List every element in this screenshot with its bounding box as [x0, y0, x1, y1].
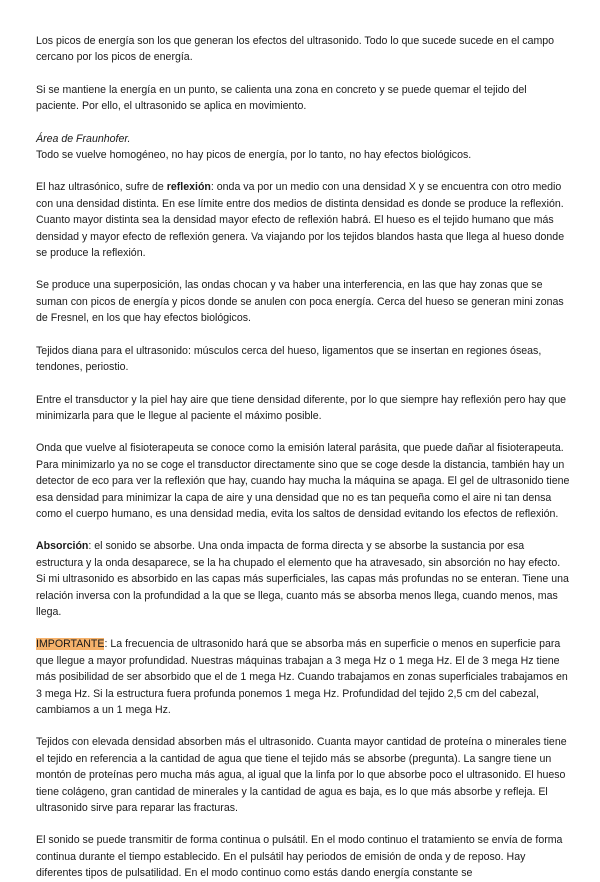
paragraph-transductor: Entre el transductor y la piel hay aire que tiene densidad diferente, por lo que siempre hay reflexión pero hay que minimizarla para que le llegue al paciente el máximo posible. — [36, 393, 567, 422]
paragraph-emision-lateral: Onda que vuelve al fisioterapeuta se conoce como la emisión lateral parásita, que puede dañar al fisioterapeuta. Para minimizarlo ya no se coge el transductor directamente sino que se coge desde la distancia, también hay un detector de eco para ver la reflexión que hay, cuando hay mucha la máquina se apaga. El gel de ultrasonido tiene esa densidad para minimizar la capa de aire y una densidad que no es tan pequeña como el aire ni tan densa como el cuerpo humano, es una densidad media, evita los saltos de densidad evitando los efectos de reflexión. — [36, 442, 570, 520]
paragraph-transmision: El sonido se puede transmitir de forma continua o pulsátil. En el modo continuo el tratamiento se envía de forma continua durante el tiempo establecido. En el pulsátil hay periodos de emisión de onda y de reposo. Hay diferentes tipos de pulsatilidad. En el modo continuo como estás dando energía constante se — [36, 834, 563, 880]
paragraph-superposicion: Se produce una superposición, las ondas chocan y va haber una interferencia, en las que hay zonas que se suman con picos de energía y picos donde se anulen con poca energía. Cerca del hueso se generan mini zonas de Fresnel, en los que hay efectos biológicos. — [36, 279, 564, 325]
reflexion-text: : onda va por un medio con una densidad X y se encuentra con otro medio con una densidad distinta. En ese límite entre dos medios de distinta densidad es donde se produce la reflexión. Cuanto mayor distinta sea la densidad mayor efecto de reflexión habrá. El hueso es el tejido humano que más densidad y mayor efecto de reflexión genera. Va viajando por los tejidos blandos hasta que llega al hueso donde se produce la reflexión. — [36, 181, 565, 260]
importante-highlight: IMPORTANTE — [36, 638, 105, 651]
paragraph-picos: Los picos de energía son los que generan los efectos del ultrasonido. Todo lo que sucede sucede en el campo cercano por los picos de energía. — [36, 35, 555, 64]
fraunhofer-heading: Área de Fraunhofer. — [36, 132, 131, 145]
paragraph-fraunhofer — [36, 131, 572, 164]
reflexion-term: reflexión — [166, 181, 211, 194]
paragraph-calentamiento: Si se mantiene la energía en un punto, se calienta una zona en concreto y se puede quemar el tejido del paciente. Por ello, el ultrasonido se aplica en movimiento. — [36, 83, 527, 113]
paragraph-importante — [36, 636, 572, 718]
paragraph-reflexion — [36, 179, 572, 261]
absorcion-term: Absorción — [36, 540, 89, 553]
paragraph-absorcion — [36, 538, 572, 620]
absorcion-text: : el sonido se absorbe. Una onda impacta de forma directa y se absorbe la sustancia por esa estructura y la onda desaparece, se la ha chupado el elemento que ha atravesado, sin absorción no hay efecto. Si mi ultrasonido es absorbido en las capas más superficiales, las capas más profundas no se enteran. Tiene una relación inversa con la profundidad a la que se llega, cuanto más se absorba menos llega, cuando menos, mas llega. — [36, 540, 569, 618]
paragraph-densidad: Tejidos con elevada densidad absorben más el ultrasonido. Cuanta mayor cantidad de proteína o minerales tiene el tejido en referencia a la cantidad de agua que tiene el tejido más se absorbe (pregunta). La sangre tiene un montón de proteínas pero mucha más agua, al igual que la linfa por lo que absorbe poco el ultrasonido. El hueso tiene colágeno, gran cantidad de minerales y la cantidad de agua es baja, es lo que más absorbe y refleja. El ultrasonido sirve para reparar las fracturas. — [36, 736, 567, 815]
reflexion-intro: El haz ultrasónico, sufre de — [36, 181, 167, 194]
paragraph-tejidos-diana: Tejidos diana para el ultrasonido: músculos cerca del hueso, ligamentos que se insertan en regiones óseas, tendones, periostio. — [36, 344, 542, 374]
importante-text: : La frecuencia de ultrasonido hará que se absorba más en superficie o menos en superficie para que llegue a mayor profundidad. Nuestras máquinas trabajan a 3 mega Hz o 1 mega Hz. El de 3 mega Hz tiene más posibilidad de ser absorbido que el de 1 mega Hz. Cuando trabajamos en zonas superficiales trabajamos en 3 mega Hz. Si la estructura fuera profunda ponemos 1 mega Hz. Profundidad del tejido 2,5 cm del cabezal, cambiamos a un 1 mega Hz. — [36, 638, 568, 716]
fraunhofer-text: Todo se vuelve homogéneo, no hay picos de energía, por lo tanto, no hay efectos biológicos. — [36, 149, 472, 162]
